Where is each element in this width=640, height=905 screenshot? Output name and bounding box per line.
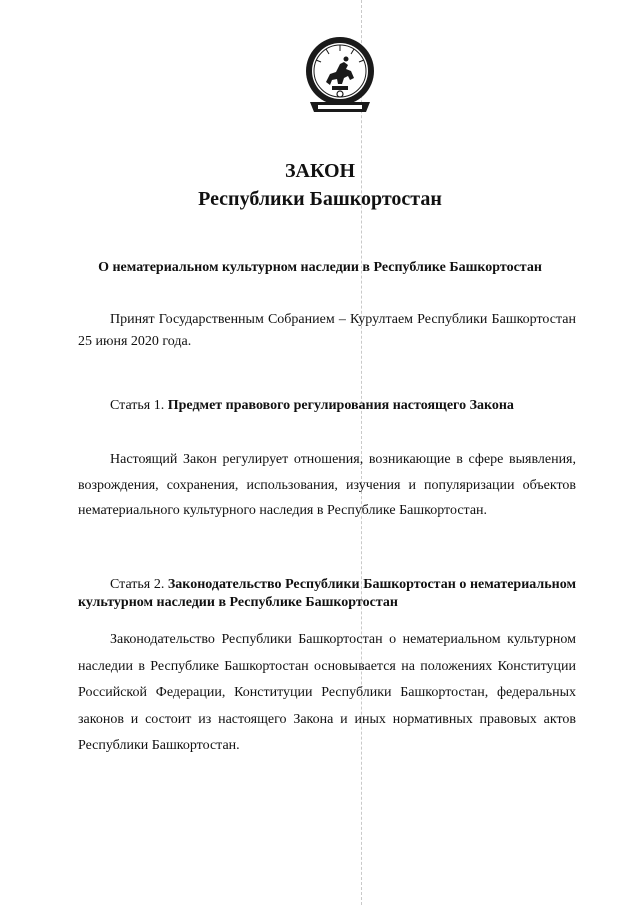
document-subtitle: Республики Башкортостан — [198, 188, 442, 210]
article-title: Предмет правового регулирования настоящего Закона — [167, 398, 514, 413]
document-title: ЗАКОН — [284, 160, 356, 182]
article-text: Законодательство Республики Башкортостан о нематериальном культурном наследии в Республике Башкортостан основывается на положениях Конституции Российской Федерации, Конституции Республики Башкортостан, федеральных законов и состоит из настоящего Закона и иных нормативных правовых актов Республики Башкортостан. — [78, 632, 576, 753]
article-heading — [78, 397, 576, 415]
article-number: Статья 1. — [110, 398, 165, 413]
article-heading — [78, 576, 576, 612]
article-title: Законодательство Республики Башкортостан о нематериальном культурном наследии в Республике Башкортостан — [78, 577, 576, 610]
article-text: Настоящий Закон регулирует отношения, возникающие в сфере выявления, возрождения, сохранения, использования, изучения и популяризации объектов нематериального культурного наследия в Республике Башкортостан. — [78, 452, 576, 518]
law-subject: О нематериальном культурном наследии в Республике Башкортостан — [98, 260, 542, 275]
adoption-note: Принят Государственным Собранием – Курултаем Республики Башкортостан 25 июня 2020 года. — [78, 312, 576, 349]
coat-of-arms-icon — [304, 34, 376, 118]
article-number: Статья 2. — [110, 577, 165, 592]
